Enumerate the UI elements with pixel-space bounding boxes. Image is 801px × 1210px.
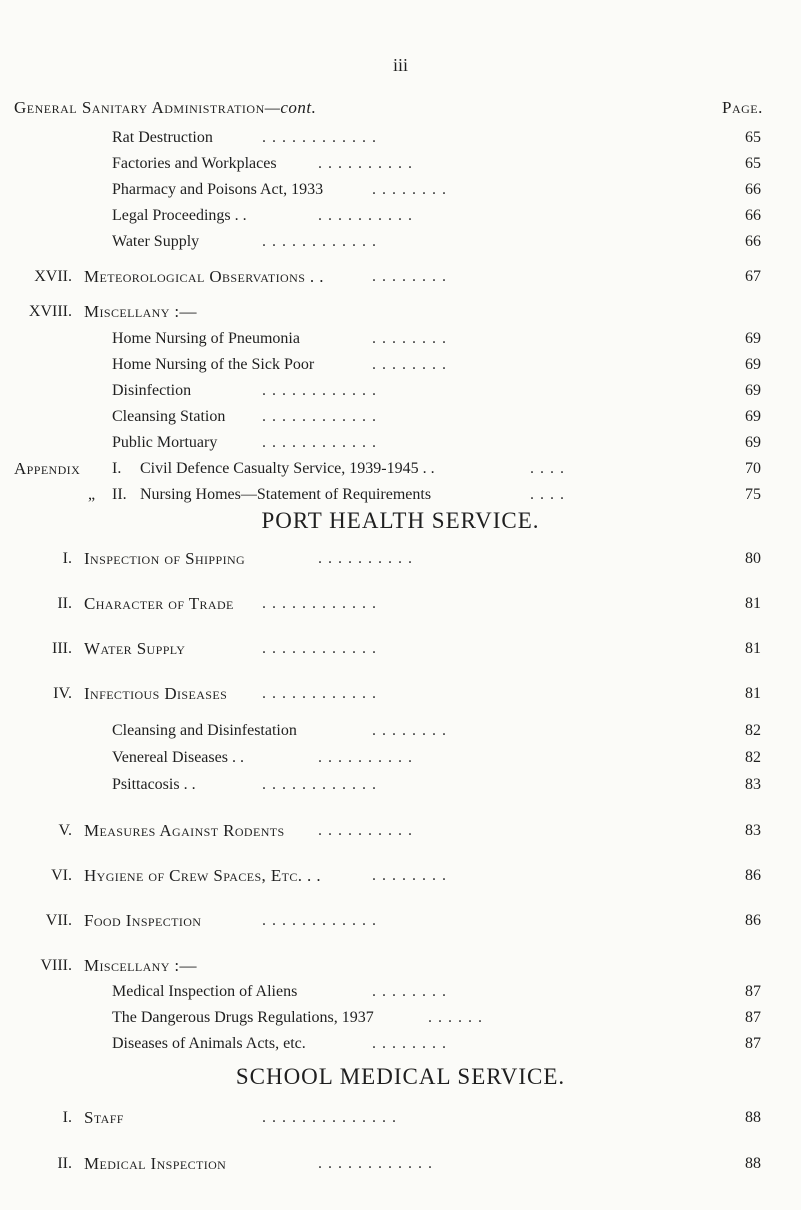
leader-dots: . . . . . . . . [372,330,447,347]
toc-section [0,265,801,289]
entry-page: 66 [745,181,761,198]
leader-dots: . . . . . . . . [372,356,447,373]
leader-dots: . . . . . . . . . . . . [262,129,377,146]
entry-label: Diseases of Animals Acts, etc. [112,1035,306,1052]
ditto-mark: „ [88,486,96,503]
section-number: IV. [53,685,72,702]
toc-entry [0,405,801,429]
toc-entry [0,327,801,351]
leader-dots: . . . . . . . . . . . . [262,912,377,929]
entry-page: 69 [745,330,761,347]
section-label: Measures Against Rodents [84,821,285,840]
leader-dots: . . . . . . . . . . [318,822,413,839]
entry-label: Legal Proceedings . . [112,207,247,224]
leader-dots: . . . . . . . . [372,983,447,1000]
entry-label: Disinfection [112,382,192,399]
entry-label: Water Supply [112,233,200,250]
header-cont: —cont. [264,98,317,117]
section-number: VI. [51,867,72,884]
appendix-roman: I. [112,460,122,477]
entry-page: 69 [745,434,761,451]
entry-page: 82 [745,749,761,766]
leader-dots: . . . . . . . . [372,181,447,198]
section-number: I. [62,1109,72,1126]
entry-page: 69 [745,382,761,399]
entry-page: 65 [745,129,761,146]
entry-page: 88 [745,1155,761,1172]
entry-label: Home Nursing of the Sick Poor [112,356,315,373]
section-number: XVII. [34,268,72,285]
leader-dots: . . . . . . . . . . . . [318,1155,433,1172]
section-label: Hygiene of Crew Spaces, Etc. . . [84,866,321,885]
leader-dots: . . . . . . . . . . . . [262,382,377,399]
entry-label: Cleansing Station [112,408,226,425]
entry-label: The Dangerous Drugs Regulations, 1937 [112,1009,374,1026]
leader-dots: . . . . . . . . . . . . [262,640,377,657]
toc-appendix [0,483,801,507]
leader-dots: . . . . . . . . . . . . [262,776,377,793]
entry-page: 66 [745,207,761,224]
entry-page: 86 [745,867,761,884]
toc-entry [0,230,801,254]
page-column-header: Page. [722,98,763,117]
entry-label: Pharmacy and Poisons Act, 1933 [112,181,324,198]
entry-page: 69 [745,356,761,373]
page-number: iii [392,55,408,75]
leader-dots: . . . . . . . . [372,1035,447,1052]
toc-section [0,1152,801,1176]
entry-label: Medical Inspection of Aliens [112,983,298,1000]
leader-dots: . . . . . . . . [372,867,447,884]
section-label: Inspection of Shipping [84,549,246,568]
leader-dots: . . . . [530,460,565,477]
section-number: II. [57,595,72,612]
entry-page: 70 [745,460,761,477]
toc-section [0,954,801,978]
leader-dots: . . . . . . . . . . . . [262,685,377,702]
toc-entry [0,746,801,770]
section-label: Character of Trade [84,594,234,613]
leader-dots: . . . . . . . . . . . . [262,233,377,250]
section-header [14,98,316,118]
leader-dots: . . . . . . . . [372,722,447,739]
entry-label: Public Mortuary [112,434,218,451]
toc-entry [0,719,801,743]
leader-dots: . . . . . . . . . . . . [262,408,377,425]
leader-dots: . . . . . . [428,1009,483,1026]
entry-page: 80 [745,550,761,567]
leader-dots: . . . . . . . . [372,268,447,285]
entry-label: Factories and Workplaces [112,155,277,172]
appendix-roman: II. [112,486,127,503]
leader-dots: . . . . . . . . . . . . . . [262,1109,397,1126]
entry-page: 81 [745,685,761,702]
section-number: VII. [45,912,72,929]
toc-entry [0,1032,801,1056]
toc-entry [0,431,801,455]
section-number: III. [52,640,72,657]
toc-entry [0,178,801,202]
toc-entry [0,980,801,1004]
section-label: Food Inspection [84,911,202,930]
entry-page: 67 [745,268,761,285]
toc-entry [0,204,801,228]
leader-dots: . . . . [530,486,565,503]
leader-dots: . . . . . . . . . . [318,749,413,766]
entry-page: 88 [745,1109,761,1126]
entry-page: 69 [745,408,761,425]
section-label: Miscellany :— [84,956,197,975]
entry-page: 83 [745,776,761,793]
section-label: Meteorological Observations . . [84,267,324,286]
section-label: Water Supply [84,639,186,658]
entry-page: 81 [745,595,761,612]
appendix-label: Appendix [14,459,81,478]
entry-page: 86 [745,912,761,929]
section-label: Miscellany :— [84,302,197,321]
port-health-title: PORT HEALTH SERVICE. [261,508,540,533]
entry-page: 66 [745,233,761,250]
leader-dots: . . . . . . . . . . [318,550,413,567]
leader-dots: . . . . . . . . . . . . [262,434,377,451]
section-number: I. [62,550,72,567]
entry-page: 87 [745,1035,761,1052]
header-title: General Sanitary Administration [14,98,265,117]
entry-page: 83 [745,822,761,839]
entry-label: Cleansing and Disinfestation [112,722,297,739]
leader-dots: . . . . . . . . . . [318,155,413,172]
section-label: Staff [84,1108,124,1127]
section-number: XVIII. [28,303,72,320]
toc-appendix [0,457,801,481]
toc-section [0,909,801,933]
entry-page: 87 [745,983,761,1000]
toc-section [0,819,801,843]
toc-section [0,864,801,888]
toc-section [0,592,801,616]
entry-label: Home Nursing of Pneumonia [112,330,300,347]
entry-label: Psittacosis . . [112,776,196,793]
entry-label: Nursing Homes—Statement of Requirements [140,486,432,503]
entry-label: Venereal Diseases . . [112,749,244,766]
toc-section [0,1106,801,1130]
entry-page: 82 [745,722,761,739]
school-medical-title: SCHOOL MEDICAL SERVICE. [235,1064,566,1089]
leader-dots: . . . . . . . . . . . . [262,595,377,612]
toc-entry [0,353,801,377]
entry-label: Civil Defence Casualty Service, 1939-1945 . . [140,460,435,477]
toc-entry [0,126,801,150]
toc-section [0,547,801,571]
section-label: Medical Inspection [84,1154,227,1173]
section-label: Infectious Diseases [84,684,228,703]
toc-entry [0,773,801,797]
section-number: VIII. [40,957,72,974]
toc-section [0,637,801,661]
toc-entry [0,1006,801,1030]
toc-section [0,300,801,324]
toc-entry [0,152,801,176]
entry-page: 75 [745,486,761,503]
entry-page: 65 [745,155,761,172]
entry-label: Rat Destruction [112,129,213,146]
toc-entry [0,379,801,403]
toc-section [0,682,801,706]
section-number: II. [57,1155,72,1172]
entry-page: 81 [745,640,761,657]
leader-dots: . . . . . . . . . . [318,207,413,224]
entry-page: 87 [745,1009,761,1026]
section-number: V. [58,822,72,839]
